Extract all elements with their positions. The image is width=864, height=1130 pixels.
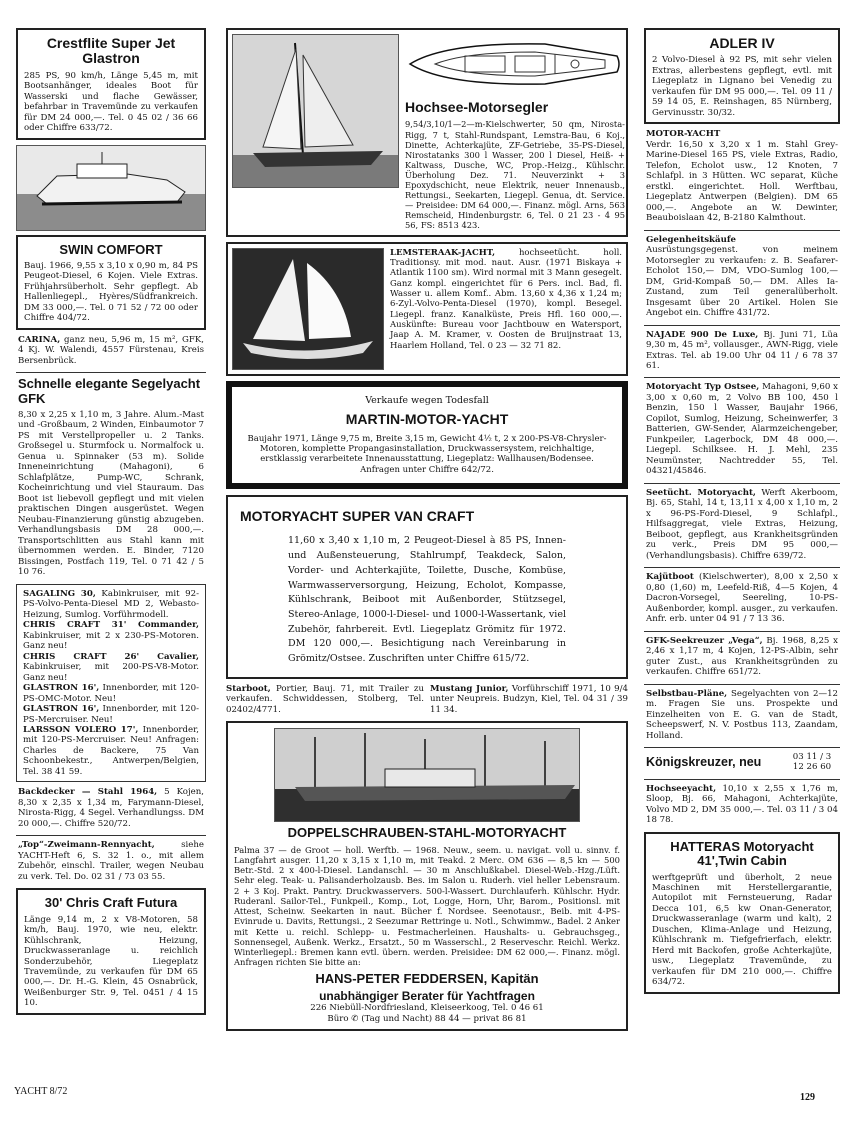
ad-title: MOTORYACHT SUPER VAN CRAFT — [240, 508, 475, 524]
ad-body: 11,60 x 3,40 x 1,10 m, 2 Peugeot-Diesel à 85 PS, Innen- und Außensteuerung, Stahlrumpf, Teakdeck, Salon, Vorder- und Achterkajüte, Toilette, Dusche, Kombüse, Warmwasserversorgung, Heizung, Echolot, Kompasse, Kühlschrank, Beiboot mit Außenborder, Stützsegel, Stereo-Anlage, 1000-l-Diesel- und 1000-l-Wassertank, viel Zubehör, fahrbereit. Evtl. Liegeplatz Grömitz für 1972. DM 120 000,—. Besichtigung nach Vereinbarung in Grömitz/Ostsee. Zuschriften unter Chiffre 615/72. — [288, 535, 566, 665]
ad-lead: CARINA, — [18, 334, 61, 345]
ad-hatteras — [644, 832, 840, 994]
ad-segelyacht — [16, 377, 206, 577]
ad-backdecker — [16, 787, 206, 829]
ad-top-zweimann — [16, 840, 206, 882]
ad-title: Crestflite Super Jet Glastron — [46, 35, 176, 67]
ad-lead: LARSSON VOLERO 17', — [23, 724, 139, 735]
contact-subtitle: unabhängiger Berater für Yachtfragen — [319, 988, 535, 1003]
ad-kajutboot — [644, 572, 840, 624]
ad-super-van-craft — [226, 495, 628, 679]
ad-gelegenheit — [644, 235, 840, 319]
ad-swin-comfort — [16, 235, 206, 330]
ad-lead: GFK-Seekreuzer „Vega“, — [646, 635, 763, 646]
ad-body: Vorführschiff 1971, 10 9/4 unter Neupreis. Budzyn, Kiel, Tel. 04 31 / 39 11 34. — [430, 683, 629, 715]
ad-body: werftgeprüft und überholt, 2 neue Maschinen mit Herstellergarantie, Autopilot mit Fernsteuerung, Radar Decca 101, 6,5 kw Onan-Generator, Druckwasseranlage (warm und kalt), 2 Duschen, Klima-Anlage und Heizung, Kühlschrank m. Tiefgefrierfach, elektr. Herd mit Backofen, große Achterkajüte, usw., Liegeplatz Travemünde, zu verkaufen für DM 210 000,—. Chiffre 634/72. — [652, 872, 832, 988]
ad-najade — [644, 330, 840, 372]
ad-motoryacht-ostsee — [644, 382, 840, 476]
ad-title: HATTERAS Motoryacht 41',Twin Cabin — [670, 838, 814, 869]
contact-name: HANS-PETER FEDDERSEN, Kapitän — [315, 970, 539, 986]
ad-body: ganz neu, 5,96 m, 15 m², GFK, 4 Kj. W. Walendi, 4557 Fürstenau, Kreis Bersenbrück. — [18, 334, 204, 366]
ad-body: Bj. Juni 71, Lüa 9,30 m, 45 m², vollausger., AWN-Rigg, viele Extras. Tel. ab 19.00 Uhr 04 11 / 6 78 37 61. — [646, 329, 839, 371]
ad-lead: Kajütboot — [646, 572, 694, 583]
ad-body: Kabinkruiser, mit 200-PS-V8-Motor. Ganz neu! — [23, 662, 199, 683]
ad-body: Länge 9,14 m, 2 x V8-Motoren, 58 km/h, Bauj. 1970, wie neu, elektr. Kühlschrank, Heizung, Druckwasseranlage u. reichlich Sonderzubehör, Liegeplatz Travemünde, zu verkaufen für DM 65 000,—. Dr. H.-G. Klein, 45 Osnabrück, Weißenburger Str. 9, Tel. 0451 / 4 15 10. — [24, 914, 198, 1009]
ad-body: Innenborder, mit 120-PS-OMC-Motor. Neu! — [23, 683, 199, 704]
contact-office: Büro ✆ (Tag und Nacht) 88 44 — privat 86 81 — [327, 1013, 527, 1024]
ad-body: 2 Volvo-Diesel à 92 PS, mit sehr vielen Extras, allerbestens gepflegt, evtl. mit Liegeplatz in Lignano bei Venedig zu verkaufen für DM 95 000,—. Tel. 09 11 / 59 14 05, E. Reinshagen, 85 Nürnberg, Gervinusstr. 30/32. — [652, 55, 832, 118]
ad-chris-craft-30 — [16, 888, 206, 1015]
ad-body: hochseetücht. holl. Traditionsy. mit mod. naut. Ausr. (1971 Biskaya + Atlantik 1100 sm). Wird normal mit 3 Mann gesegelt. Ganz kompl. eingerichtet für 6 Pers. incl. Bad, fl. Wasser u. allem Komf.. Abm. 13,60 x 4,36 x 1,24 m; 6-Zyl.-Volvo-Penta-Diesel (1970), kompl. Besegel. Liegepl. franz. Kanalküste, Preis Hfl. 160 000,—. Auskünfte: Bureau voor Jachtbouw en Watersport, Jaap A. M. Kramer, v. Oosten de Bruijnstraat 13, Haarlem Holland, Tel. 0 23 — 32 71 82. — [390, 247, 622, 351]
ad-hochseeyacht — [644, 784, 840, 826]
ad-title: 30' Chris Craft Futura — [44, 895, 178, 911]
ad-body: Palma 37 — de Groot — holl. Werftb. — 1968. Neuw., seem. u. navigat. voll u. sinnv. f. Langfahrt ausger. 11,20 x 3,15 x 1,10 m, mit Teakd. 2 Merc. OM 636 — 8,5 kn — 500 Betr.-Std. 2 x 400-l-Diesel. Landanschl. — 30 m Anschlußkabel. Diesel-Web.-Hzg./Lüft. Sehr eleg. Teak- u. Palisanderholzausb. Bes. im Salon u. Ruderh. viel heller Lebensraum. 2 + 3 Koj. Prakt. Pantry. Druckwasservers. 500-l-Wassert. Durchlauferh. Kühlschr. Hydr. Ruderanl. Sailor-Tel., Funkpeil., Komp., Lot, Logge, Horn, Uhr, Barom., Positionsl. mit Attest, Scheinw. Seekarten in naut. Bücher f. Nordsee. Seenotausr., Beib. mit 4-PS-Evinrude u. Davits, Rettungsi., 2 Seezumar Rettringe u. Notl., Schwimmw., Badel. 2 Anker mit Kette u. reichl. Schlepp- u. Festmacherleinen. Haushalts- u. Gebrauchsgeg., Sonnensegel, Außenk. Werkz., Ersatzt., 50 m Wasserschl., 2 Reserveschr. Reichl. Werkz. Winterliegepl.: Bremen kann evtl. übern. werden. Preisidee: DM 62 000,—. Finanz. mögl. Anfragen richten Sie bitte an: — [234, 844, 620, 968]
ad-body: Mahagoni, 9,60 x 3,00 x 0,60 m, 2 Volvo BB 100, 450 l Benzin, 150 l Wasser, Baujahr 1966, Copilot, Sumlog, Heizung, Scheinwerfer, 3 Batterien, GW-Sender, Alarmzeichengeber, Funkpeiler, Lagerbock, DM 48 000,—. Liegepl. Schilksee. H. J. Mehl, 235 Neumünster, Nachtredder 55, Tel. 04321/45846. — [646, 382, 839, 477]
ad-phone: 03 11 / 3 12 26 60 — [792, 752, 832, 773]
ad-lead: „Top“-Zweimann-Rennyacht, — [18, 840, 155, 851]
ad-body: Ausrüstungsgegenst. von meinem Motorsegler zu verkaufen: z. B. Seafarer-Echolot 150,— DM, VDO-Sumlog 100,— DM, Grid-Kompaß 50,— DM. Alles Ia-Zustand, zum Teil generalüberholt. Insgesamt über 20 Artikel. Holen Sie Angebot ein. Chiffre 431/72. — [646, 245, 838, 319]
ad-koenigskreuzer — [644, 752, 840, 773]
ad-lead: GLASTRON 16', — [23, 704, 100, 715]
harbour-photo — [274, 728, 580, 822]
ad-body: Kabinkruiser, mit 92-PS-Volvo-Penta-Diesel MD 2, Webasto-Heizung, Sumlog. Vorführmodell. — [23, 588, 199, 620]
ad-sagaling — [16, 584, 206, 783]
ad-lead: Hochseeyacht, — [646, 783, 717, 794]
ad-body: (Kielschwerter), 8,00 x 2,50 x 0,80 (1,60) m, Leefeld-Riß, 4—5 Kojen, 4 Dacron-Vorsegel, Seereling, 10-PS-Außenborder, kompl. ausger., zu verkaufen. Anfr. erb. unter 04 91 / 7 13 36. — [646, 572, 838, 625]
ad-pretitle: Verkaufe wegen Todesfall — [365, 394, 489, 406]
ad-lead: MOTOR-YACHT — [646, 129, 721, 140]
ad-selbstbau — [644, 689, 840, 741]
page-number: 129 — [800, 1092, 815, 1103]
ad-body: Bj. 1968, 8,25 x 2,46 x 1,17 m, 4 Kojen, 12-PS-Albin, sehr guter Zust., aus Krankheitsgründen zu verkaufen. Chiffre 651/72. — [646, 635, 838, 678]
ad-body: 5 Kojen, 8,30 x 2,35 x 1,34 m, Farymann-Diesel, Nirosta-Rigg, 4 Segel. Verhandlungss. DM 20 000,—. Chiffre 520/72. — [18, 787, 204, 829]
ad-body: Innenborder, mit 120-PS-Mercruiser. Neu! Anfragen: Charles de Backere, 75 Van Schoonbekestr., Antwerpen/Belgien, Tel. 38 41 59. — [23, 724, 199, 777]
ad-title: Schnelle elegante Segelyacht GFK — [18, 376, 201, 406]
lemsteraak-photo — [232, 248, 384, 370]
ad-lead: Gelegenheitskäufe — [646, 234, 736, 245]
ad-lead: Selbstbau-Pläne, — [646, 688, 728, 699]
contact-address: 226 Niebüll-Nordfriesland, Kleiseerkoog, Tel. 0 46 61 — [310, 1003, 544, 1014]
ad-lead: CHRIS CRAFT 26' Cavalier, — [23, 651, 199, 662]
ad-body: Verdr. 16,50 x 3,20 x 1 m. Stahl Grey-Marine-Diesel 165 PS, viele Extras, Radio, Telefon, Echolot usw., 12 Knoten, 7 Schlafpl. in 3 Hütten. WC separat, Küche erstkl. eingerichtet. Holl. Werftbau, Liegeplatz Antwerpen (Belgien). DM 65 000,—. Angebote an W. Dewinter, Beauboislaan 42, B-2180 Kalmthout. — [646, 139, 838, 224]
ad-adler-iv — [644, 28, 840, 124]
ad-body: 9,54/3,10/1—2—m-Kielschwerter, 50 qm, Nirosta-Rigg, 7 t, Stahl-Rundspant, Lemstra-Bau, 6 Koj., Dinette, Achterkajüte, ZF-Getriebe, 35-PS-Diesel, Nirostatanks 300 l Wasser, 200 l Diesel, Heiß- + Kaltwass, Dusche, WC, Prop.-Heizg., Kühlschr. Überholung Dez. 71. Neuverzinkt + 3 Epoxydschicht, neue Elektrik, neuer Innenausb., Rettungsi., Seekarten, Liegepl. Genua, dt. Service. — Preisidee: DM 64 000,—. Finanz. mögl. Arns, 563 Remscheid, Hindenburgstr. 6, Tel. 0 21 23 - 4 95 56, FS: 8513 423. — [405, 119, 625, 231]
ad-martin-motor-yacht — [226, 381, 628, 489]
ad-title: DOPPELSCHRAUBEN-STAHL-MOTORYACHT — [287, 825, 567, 841]
ad-body: Baujahr 1971, Länge 9,75 m, Breite 3,15 m, Gewicht 4½ t, 2 x 200-PS-V8-Chrysler-Motoren, komplette Propangasinstallation, Druckwassersystem, reichhaltige, erstklassig verarbeitete Innenausstattung, Liegeplatz: Wallhausen/Bodensee. Anfragen unter Chiffre 642/72. — [247, 433, 607, 475]
ad-vega — [644, 636, 840, 678]
ad-seetucht — [644, 488, 840, 561]
motorboat-photo — [16, 145, 206, 231]
ad-motor-yacht — [644, 129, 840, 223]
ad-title: Königskreuzer, neu — [646, 754, 762, 769]
ad-body: siehe YACHT-Heft 6, S. 32 1. o., mit allem Zubehör, einschl. Trailer, wegen Neubau zu verk. Tel. Do. 02 31 / 73 03 55. — [18, 840, 204, 882]
ad-title: ADLER IV — [709, 35, 775, 51]
deck-plan-drawing — [405, 34, 625, 94]
ad-lead: Seetücht. Motoryacht, — [646, 487, 756, 498]
ad-lead: SAGALING 30, — [23, 588, 96, 599]
sailboat-photo — [232, 34, 399, 188]
ad-body: Innenborder, mit 120-PS-Mercruiser. Neu! — [23, 704, 199, 725]
ad-lead: Motoryacht Typ Ostsee, — [646, 382, 760, 393]
ad-lead: GLASTRON 16', — [23, 683, 100, 694]
ad-lead: Starboot, — [226, 683, 271, 694]
ad-hochsee-motorsegler — [226, 28, 628, 237]
ad-crestflite — [16, 28, 206, 140]
ad-body: Portier, Bauj. 71, mit Trailer zu verkaufen. Schwiddessen, Stolberg, Tel. 02402/4771. — [226, 683, 424, 715]
ad-lead: Backdecker — Stahl 1964, — [18, 787, 158, 798]
ad-lead: LEMSTERAAK-JACHT, — [390, 247, 496, 258]
ad-body: Werft Akerboom, Bj. 65, Stahl, 14 t, 13,11 x 4,00 x 1,10 m, 2 x 96-PS-Ford-Diesel, 9 Schlafpl., Hilfsaggregat, viele Extras, Heizung, Beiboot, gepflegt, aus Krankheitsgründen zu verk., Preis DM 95 000,— (Verhandlungsbasis). Chiffre 639/72. — [646, 487, 838, 561]
ad-body: 10,10 x 2,55 x 1,76 m, Sloop, Bj. 66, Mahagoni, Achterkajüte, Volvo MD 2, DM 35 000,—. Tel. 03 11 / 3 04 18 78. — [646, 783, 838, 826]
ad-lemsteraak — [226, 242, 628, 376]
footer-issue: YACHT 8/72 — [14, 1086, 68, 1097]
ad-body: Segelyachten von 2—12 m. Fragen Sie uns. Prospekte und Einzelheiten von E. G. van de Stadt, Scheepswerf, N. V. Postbus 113, Zaandam, Holland. — [646, 688, 838, 741]
ad-doppelschrauben — [226, 721, 628, 1031]
ad-title: MARTIN-MOTOR-YACHT — [345, 411, 509, 428]
ad-body: Bauj. 1966, 9,55 x 3,10 x 0,90 m, 84 PS Peugeot-Diesel, 6 Kojen. Viele Extras. Frühjahrsüberholt. Sehr gepflegt. Ab Hallenliegepl., Hyères/Südfrankreich. DM 33 000,—. Tel. 0 71 52 / 72 00 oder Chiffre 404/72. — [24, 260, 198, 324]
ad-title: Hochsee-Motorsegler — [405, 99, 549, 115]
ad-body: Kabinkruiser, mit 2 x 230-PS-Motoren. Ganz neu! — [23, 630, 199, 652]
ad-lead: CHRIS CRAFT 31' Commander, — [23, 620, 199, 631]
ad-body: 8,30 x 2,25 x 1,10 m, 3 Jahre. Alum.-Mast und -Großbaum, 2 Winden, Einbaumotor 7 PS mit Verstellpropeller u. 2 Tanks. Großsegel u. Sturmfock u. Normalfock u. Genua u. Spinnaker (53 m). Solide Inneneinrichtung (Mahagoni), 6 Schlafplätze, Pump-WC, Schrank, Kocheinrichtung und viel Stauraum. Das Boot ist liebevoll gepflegt und mit vielen praktischen Dingen ausgerüstet. Wegen Neubau-Finanzierung günstig abzugeben. Verhandlungsbasis DM 28 000,—. Transportschlitten aus Stahl kann mit übernommen werden. E. Binder, 7120 Bissingen, Postfach 119, Tel. 0 71 42 / 5 10 76. — [18, 409, 204, 578]
ad-body: 285 PS, 90 km/h, Länge 5,45 m, mit Bootsanhänger, ideales Boot für Wasserski und flache Gewässer, befahrbar in Travemünde zu verkaufen für DM 24 000,—. Tel. 0 45 02 / 36 66 oder Chiffre 633/72. — [24, 70, 198, 134]
ad-lead: Mustang Junior, — [430, 683, 509, 694]
ad-title: SWIN COMFORT — [59, 241, 163, 257]
ad-carina — [16, 335, 206, 366]
ad-lead: NAJADE 900 De Luxe, — [646, 329, 759, 340]
